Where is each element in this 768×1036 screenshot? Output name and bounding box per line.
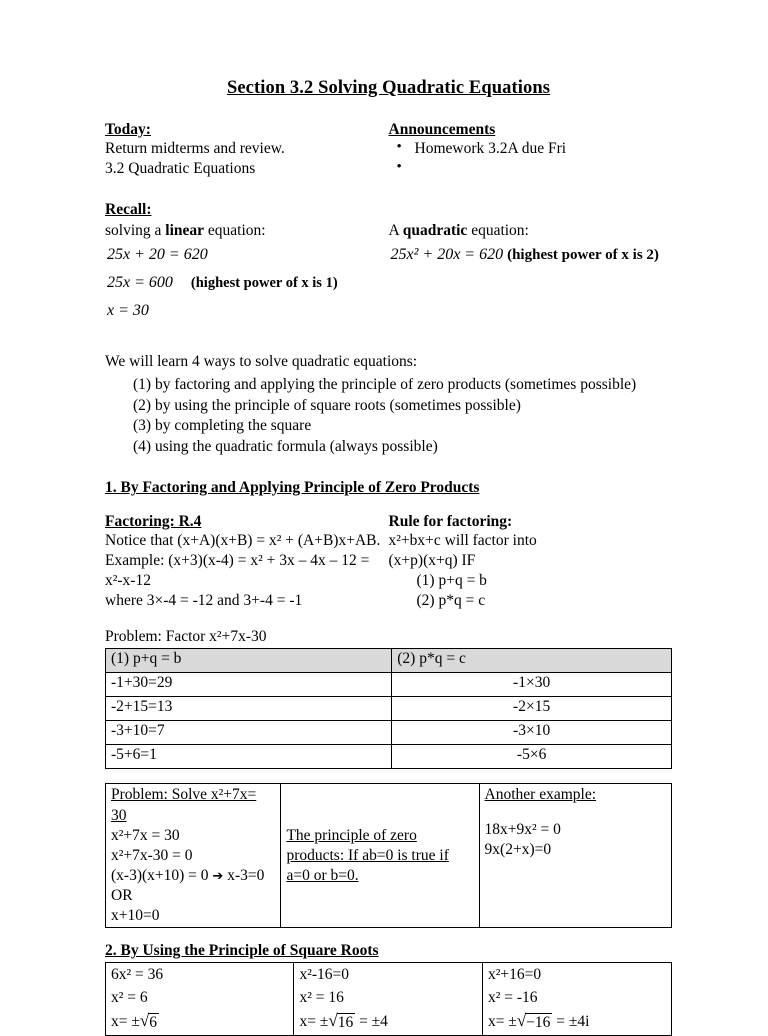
principle-line-1: The principle of zero <box>286 826 417 844</box>
solve-step-3: (x-3)(x+10) = 0 ➔ x-3=0 OR <box>111 866 265 905</box>
list-item: (1) by factoring and applying the principle of zero products (sometimes possible) <box>133 376 637 394</box>
recall-left <box>105 221 389 330</box>
sqrt-result-prefix: x= ± <box>111 1013 140 1031</box>
equation: 25x² + 20x = 620 <box>390 246 504 264</box>
today-announcements-row <box>105 121 672 179</box>
cell-product: -5×6 <box>392 745 672 769</box>
sqrt-result-prefix: x= ± <box>487 1013 517 1031</box>
cell-sum: -5+6=1 <box>106 745 392 769</box>
sqrt-example-3 <box>482 963 671 1036</box>
rule-line-3: (1) p+q = b <box>416 571 487 589</box>
solve-step-4: x+10=0 <box>111 907 160 925</box>
cell-product: -3×10 <box>392 721 672 745</box>
recall-right-label-start: A <box>388 221 403 239</box>
recall-right-note: (highest power of x is 2) <box>507 247 659 264</box>
cell-sum: -2+15=13 <box>106 697 392 721</box>
rule-line-2: (x+p)(x+q) IF <box>388 552 476 570</box>
sqrt-line-2: x² = 16 <box>299 988 344 1006</box>
radical-icon: √ <box>516 1011 527 1031</box>
principle-cell <box>281 784 479 928</box>
sqrt-result <box>111 1009 288 1034</box>
another-example-cell <box>479 784 671 928</box>
sqrt-example-2 <box>294 963 482 1036</box>
table-row <box>106 745 672 769</box>
solve-step-2: x²+7x-30 = 0 <box>111 846 193 864</box>
equation: 25x + 20 = 620 <box>107 246 208 264</box>
cell-sum: -1+30=29 <box>106 673 392 697</box>
factoring-row <box>105 513 672 610</box>
radical-icon: √ <box>328 1011 338 1031</box>
today-line-1: Return midterms and review. <box>105 140 285 157</box>
sqrt-line-2: x² = 6 <box>111 988 148 1006</box>
column-header: (1) p+q = b <box>106 649 392 673</box>
rule-line-4: (2) p*q = c <box>416 591 486 609</box>
ways-list <box>105 375 672 457</box>
sqrt-line-1: 6x² = 36 <box>111 966 164 984</box>
rule-line-1: x²+bx+c will factor into <box>388 532 537 550</box>
recall-left-label-start: solving a <box>105 221 166 239</box>
factoring-line-1: Notice that (x+A)(x+B) = x² + (A+B)x+AB. <box>105 532 381 550</box>
principle-line-3: a=0 or b=0. <box>286 866 359 884</box>
zero-products-table <box>105 783 672 928</box>
radical-icon: √ <box>139 1011 150 1031</box>
factoring-heading: Factoring: R.4 <box>105 513 202 531</box>
rule-block <box>389 513 673 610</box>
solve-step-1: x²+7x = 30 <box>111 826 180 844</box>
another-example-heading: Another example: <box>484 786 597 804</box>
column-header: (2) p*q = c <box>392 649 672 673</box>
sqrt-result-suffix: = ±4i <box>552 1013 590 1031</box>
equation: x = 30 <box>107 302 149 320</box>
today-heading: Today: <box>105 121 151 138</box>
recall-left-equations <box>105 246 381 319</box>
factoring-block <box>105 513 389 610</box>
ways-intro: We will learn 4 ways to solve quadratic equations: <box>105 352 418 370</box>
another-example-line-1: 18x+9x² = 0 <box>484 820 561 838</box>
table-row <box>106 673 672 697</box>
cell-sum: -3+10=7 <box>106 721 392 745</box>
radicand: 16 <box>337 1014 354 1032</box>
recall-right-label-end: equation: <box>467 221 529 239</box>
equation: 25x = 600 <box>107 274 173 292</box>
announcements-heading: Announcements <box>388 121 496 138</box>
table-header-row <box>106 649 672 673</box>
table-row <box>106 784 672 928</box>
sqrt-result-suffix: = ±4 <box>355 1013 388 1031</box>
factoring-line-2: Example: (x+3)(x-4) = x² + 3x – 4x – 12 = x²-x-12 <box>105 552 370 589</box>
square-roots-table <box>105 962 672 1036</box>
sqrt-result <box>488 1009 666 1034</box>
recall-right-equation-row <box>391 246 673 264</box>
radicand: −16 <box>526 1014 551 1032</box>
list-item: (2) by using the principle of square roots (sometimes possible) <box>133 396 521 414</box>
recall-left-label-end: equation: <box>204 221 266 239</box>
table-row <box>106 697 672 721</box>
factor-problem-label: Problem: Factor x²+7x-30 <box>105 627 267 645</box>
recall-left-label <box>105 221 381 241</box>
section-1-heading: 1. By Factoring and Applying Principle of Zero Products <box>105 479 480 497</box>
recall-heading: Recall: <box>105 200 152 218</box>
cell-product: -1×30 <box>392 673 672 697</box>
another-example-line-2: 9x(2+x)=0 <box>484 840 552 858</box>
ways-section <box>105 352 672 458</box>
list-item <box>389 159 673 178</box>
recall-section <box>105 201 672 330</box>
announcements-block <box>389 121 673 179</box>
announcements-list <box>389 139 673 178</box>
recall-row <box>105 221 672 330</box>
rule-heading: Rule for factoring: <box>388 513 513 531</box>
list-item: • Homework 3.2A due Fri <box>389 139 673 159</box>
cell-product: -2×15 <box>392 697 672 721</box>
sqrt-line-1: x²+16=0 <box>487 966 542 984</box>
page-title: Section 3.2 Solving Quadratic Equations <box>226 78 551 98</box>
equation-with-note <box>107 274 381 292</box>
section-2-heading: 2. By Using the Principle of Square Roots <box>105 942 379 960</box>
principle-line-2: products: If ab=0 is true if <box>286 846 449 864</box>
table-row <box>106 963 672 1036</box>
list-item: (4) using the quadratic formula (always possible) <box>133 437 438 455</box>
factoring-line-3: where 3×-4 = -12 and 3+-4 = -1 <box>105 591 303 609</box>
solve-problem-label: Problem: Solve x²+7x= 30 <box>111 786 257 824</box>
sqrt-result-prefix: x= ± <box>299 1013 329 1031</box>
factor-pairs-table <box>105 648 672 769</box>
recall-right-label-bold: quadratic <box>402 221 468 239</box>
solve-problem-cell <box>106 784 281 928</box>
radicand: 6 <box>149 1014 157 1032</box>
recall-right <box>389 221 673 330</box>
recall-left-note: (highest power of x is 1) <box>190 275 338 292</box>
sqrt-line-2: x² = -16 <box>487 988 538 1006</box>
sqrt-line-1: x²-16=0 <box>299 966 350 984</box>
today-block <box>105 121 389 179</box>
list-item: (3) by completing the square <box>133 417 312 435</box>
table-row <box>106 721 672 745</box>
today-line-2: 3.2 Quadratic Equations <box>105 159 256 177</box>
recall-right-label <box>389 221 673 241</box>
recall-left-label-bold: linear <box>165 221 205 239</box>
sqrt-result <box>299 1009 476 1034</box>
sqrt-example-1 <box>106 963 294 1036</box>
